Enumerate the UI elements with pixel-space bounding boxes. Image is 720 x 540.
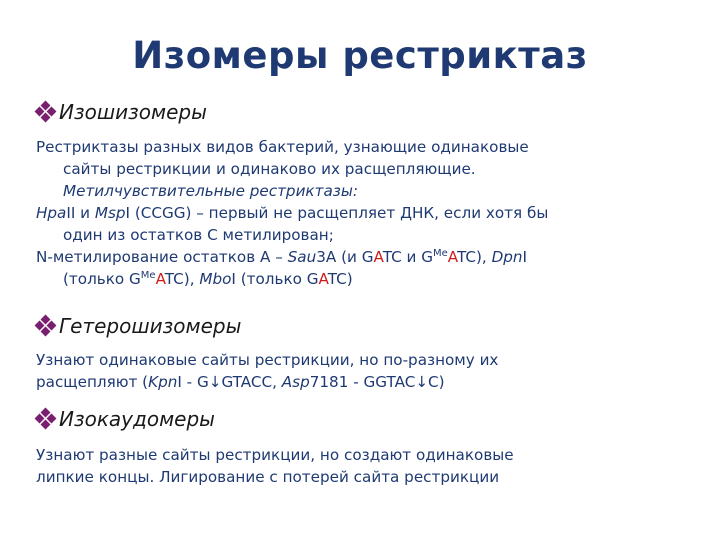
- body-text: I (только G: [231, 270, 319, 288]
- body-text: N-метилирование остатков А –: [36, 248, 288, 266]
- heading-label: Изошизомеры: [59, 100, 207, 124]
- body-text: II и: [66, 204, 95, 222]
- section-heteroschizomers-body: [36, 349, 696, 393]
- enzyme-name: Asp: [281, 373, 310, 391]
- section-heading: [36, 100, 696, 124]
- body-line: [36, 246, 696, 268]
- body-line: липкие концы. Лигирование с потерей сайта рестрикции: [36, 468, 500, 486]
- body-text: TC): [327, 270, 353, 288]
- body-text: TC),: [457, 248, 492, 266]
- body-text: TC и G: [382, 248, 433, 266]
- body-text: (только G: [63, 270, 141, 288]
- body-text: 7181 - GGTAC↓C): [309, 373, 445, 391]
- section-isoschizomers: [36, 100, 696, 124]
- section-heading: [36, 407, 696, 431]
- enzyme-name: Dpn: [491, 248, 523, 266]
- body-line: сайты рестрикции и одинаково их расщепляющие.: [63, 160, 476, 178]
- body-line: [36, 268, 696, 290]
- section-isoschizomers-body: [36, 136, 696, 290]
- body-line: один из остатков С метилирован;: [63, 226, 334, 244]
- enzyme-name: Mbo: [199, 270, 232, 288]
- diamond-cluster-bullet-icon: [36, 409, 56, 429]
- methyl-superscript: Me: [140, 270, 156, 281]
- section-isocaudomers: [36, 407, 696, 431]
- body-text: I: [522, 248, 528, 266]
- highlight-base: A: [373, 248, 383, 266]
- body-line: [36, 202, 696, 224]
- body-text: расщепляют (: [36, 373, 149, 391]
- section-heteroschizomers: [36, 314, 696, 338]
- page-title: Изомеры рестриктаз: [132, 34, 588, 77]
- enzyme-name: Msp: [94, 204, 126, 222]
- heading-label: Гетерошизомеры: [59, 314, 242, 338]
- body-text: 3А (и G: [316, 248, 374, 266]
- body-text: I (CCGG) – первый не расщепляет ДНК, если хотя бы: [125, 204, 549, 222]
- body-line: Узнают одинаковые сайты рестрикции, но по-разному их: [36, 351, 499, 369]
- section-heading: [36, 314, 696, 338]
- highlight-base: A: [318, 270, 328, 288]
- enzyme-name: Hpa: [36, 204, 67, 222]
- body-text: TC),: [164, 270, 200, 288]
- diamond-cluster-bullet-icon: [36, 316, 56, 336]
- body-line: Метилчувствительные рестриктазы:: [63, 182, 358, 200]
- section-isocaudomers-body: [36, 444, 696, 488]
- enzyme-name: Sau: [287, 248, 317, 266]
- heading-label: Изокаудомеры: [59, 407, 215, 431]
- highlight-base: A: [155, 270, 165, 288]
- diamond-cluster-bullet-icon: [36, 102, 56, 122]
- highlight-base: A: [447, 248, 457, 266]
- body-text: I - G↓GTACC,: [177, 373, 282, 391]
- enzyme-name: Kpn: [148, 373, 178, 391]
- body-line: [36, 371, 696, 393]
- body-line: Рестриктазы разных видов бактерий, узнающие одинаковые: [36, 138, 529, 156]
- body-line: Узнают разные сайты рестрикции, но создают одинаковые: [36, 446, 514, 464]
- methyl-superscript: Me: [433, 248, 448, 259]
